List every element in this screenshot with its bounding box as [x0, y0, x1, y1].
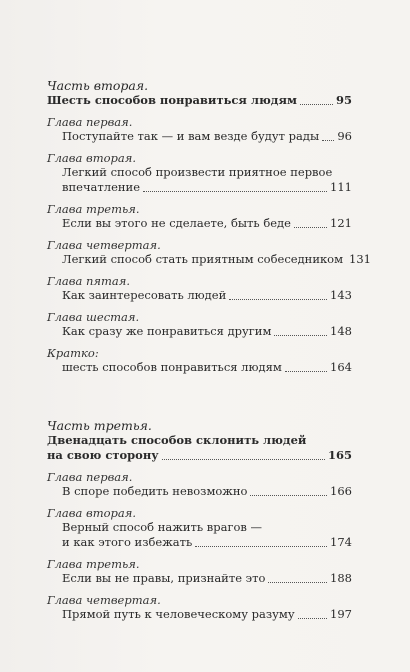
- dot-leader: [300, 104, 333, 105]
- dot-leader: [294, 227, 327, 228]
- page-number: 188: [330, 571, 352, 585]
- chapter-entry: [47, 129, 352, 144]
- chapter-label: Глава первая.: [47, 470, 133, 484]
- chapter-label: Глава шестая.: [47, 310, 140, 324]
- chapter-label: Глава четвертая.: [47, 593, 161, 607]
- page-number: 131: [349, 252, 371, 266]
- chapter-label: Глава четвертая.: [47, 238, 161, 252]
- dot-leader: [162, 459, 325, 460]
- summary-entry: [47, 360, 352, 375]
- part-title-line: Двенадцать способов склонить людей: [47, 433, 307, 447]
- page-number: 96: [337, 129, 352, 143]
- chapter-title: Поступайте так — и вам везде будут рады: [62, 129, 320, 143]
- summary-label: Кратко:: [47, 346, 99, 360]
- chapter-entry: [47, 324, 352, 339]
- part-label: Часть третья.: [47, 418, 152, 433]
- part-title: Шесть способов понравиться людям: [47, 93, 297, 107]
- dot-leader: [322, 140, 334, 141]
- chapter-title: Как сразу же понравиться другим: [62, 324, 272, 338]
- summary-title: шесть способов понравиться людям: [62, 360, 282, 374]
- chapter-title: впечатление: [62, 180, 141, 194]
- part-title: на свою сторону: [47, 448, 159, 462]
- page-number: 95: [335, 93, 352, 107]
- chapter-entry: [47, 252, 371, 267]
- page-number: 197: [330, 607, 352, 621]
- page-number: 148: [330, 324, 352, 338]
- dot-leader: [274, 335, 327, 336]
- chapter-label: Глава вторая.: [47, 151, 137, 165]
- page-number: 143: [330, 288, 352, 302]
- dot-leader: [298, 618, 327, 619]
- chapter-entry: [47, 571, 352, 586]
- section-gap: [47, 375, 352, 418]
- chapter-entry: [47, 484, 352, 499]
- chapter-title: Если вы не правы, признайте это: [62, 571, 266, 585]
- chapter-title: В споре победить невозможно: [62, 484, 248, 498]
- chapter-label: Глава пятая.: [47, 274, 131, 288]
- dot-leader: [143, 191, 327, 192]
- chapter-entry: [47, 607, 352, 622]
- chapter-label: Глава первая.: [47, 115, 133, 129]
- chapter-title-line: Верный способ нажить врагов —: [62, 520, 263, 534]
- dot-leader: [229, 299, 327, 300]
- part-title-entry: [47, 93, 352, 108]
- part-title-entry: [47, 448, 352, 463]
- chapter-title: и как этого избежать: [62, 535, 193, 549]
- chapter-title: Как заинтересовать людей: [62, 288, 227, 302]
- page-number: 165: [327, 448, 352, 462]
- chapter-label: Глава третья.: [47, 202, 140, 216]
- part-two: [47, 78, 371, 375]
- chapter-title: Легкий способ стать приятным собеседником: [62, 252, 344, 266]
- page-number: 164: [330, 360, 352, 374]
- chapter-entry: [47, 216, 352, 231]
- part-three: [47, 418, 352, 622]
- chapter-title: Прямой путь к человеческому разуму: [62, 607, 295, 621]
- chapter-entry: [47, 288, 352, 303]
- dot-leader: [195, 546, 327, 547]
- chapter-label: Глава вторая.: [47, 506, 137, 520]
- part-label: Часть вторая.: [47, 78, 149, 93]
- chapter-entry: [47, 535, 352, 550]
- dot-leader: [250, 495, 327, 496]
- dot-leader: [268, 582, 327, 583]
- page-number: 111: [330, 180, 352, 194]
- chapter-entry: [47, 180, 352, 195]
- chapter-title: Если вы этого не сделаете, быть беде: [62, 216, 291, 230]
- page-number: 174: [330, 535, 352, 549]
- chapter-label: Глава третья.: [47, 557, 140, 571]
- page-number: 121: [330, 216, 352, 230]
- dot-leader: [285, 371, 327, 372]
- table-of-contents: [47, 78, 371, 622]
- chapter-title-line: Легкий способ произвести приятное первое: [62, 165, 333, 179]
- page-number: 166: [330, 484, 352, 498]
